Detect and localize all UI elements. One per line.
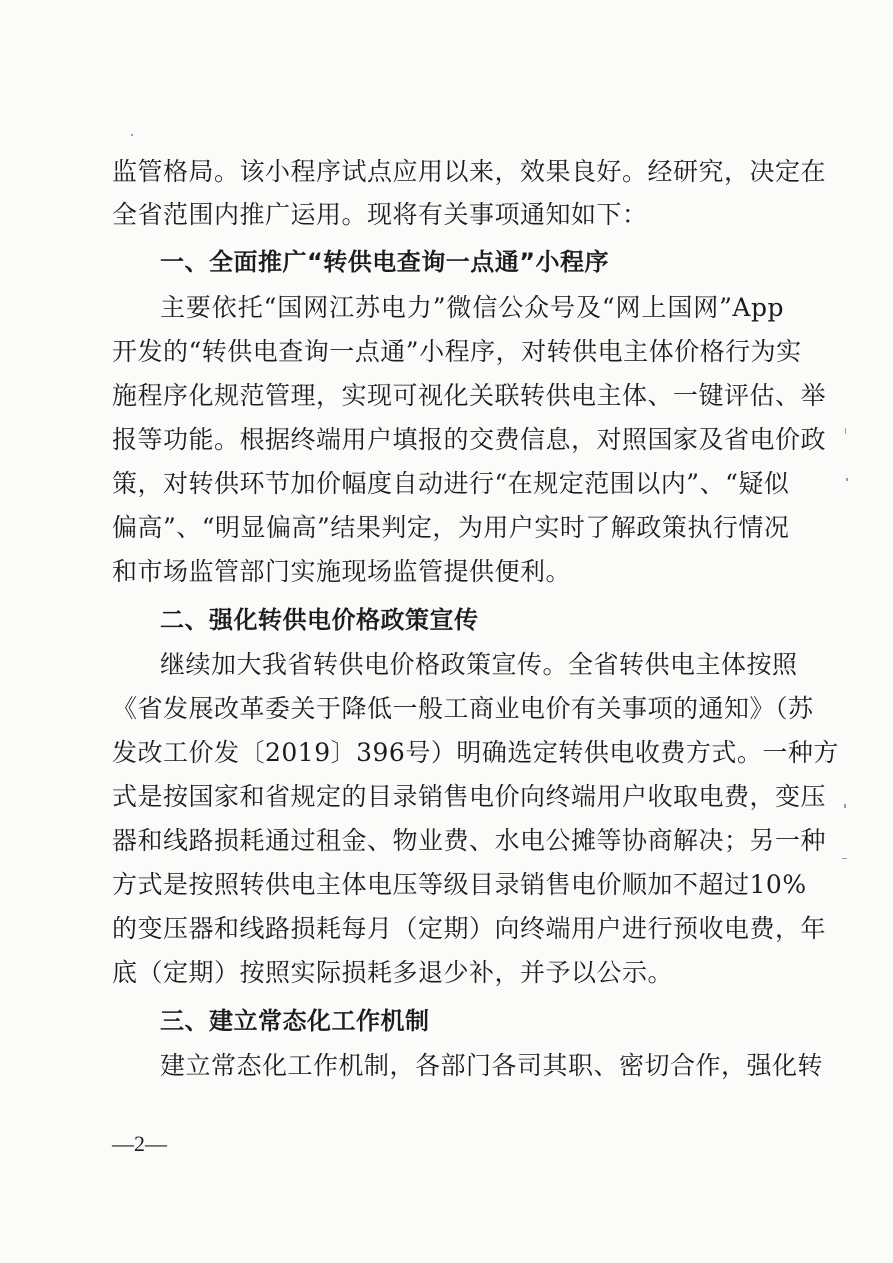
- scan-speck: [131, 134, 133, 136]
- paragraph-line: 和市场监管部门实施现场监管提供便利。: [112, 557, 572, 586]
- paragraph-line: 监管格局。该小程序试点应用以来，效果良好。经研究，决定在: [112, 157, 827, 186]
- paragraph-line: 策，对转供环节加价幅度自动进行“在规定范围以内”、“疑似: [112, 469, 790, 498]
- paragraph-line: 报等功能。根据终端用户填报的交费信息，对照国家及省电价政: [112, 425, 827, 454]
- paragraph-line: 施程序化规范管理，实现可视化关联转供电主体、一键评估、举: [112, 381, 827, 410]
- section-heading-1: 一、全面推广“转供电查询一点通”小程序: [160, 248, 610, 276]
- paragraph-line: 发改工价发〔2019〕396号）明确选定转供电收费方式。一种方: [112, 738, 839, 767]
- scan-speck: [845, 428, 846, 434]
- scan-speck: [842, 858, 847, 859]
- page-number: —2—: [112, 1131, 167, 1156]
- paragraph-line: 开发的“转供电查询一点通”小程序，对转供电主体价格行为实: [112, 337, 802, 366]
- paragraph-line: 全省范围内推广运用。现将有关事项通知如下：: [112, 200, 648, 229]
- paragraph-line: 偏高”、“明显偏高”结果判定，为用户实时了解政策执行情况: [112, 513, 790, 542]
- paragraph-line: 器和线路损耗通过租金、物业费、水电公摊等协商解决；另一种: [112, 826, 827, 855]
- scan-speck: [846, 478, 848, 481]
- section-heading-3: 三、建立常态化工作机制: [160, 1007, 430, 1035]
- paragraph-line: 《省发展改革委关于降低一般工商业电价有关事项的通知》（苏: [112, 694, 814, 723]
- paragraph-line: 方式是按照转供电主体电压等级目录销售电价顺加不超过10%: [112, 870, 807, 899]
- paragraph-line: 继续加大我省转供电价格政策宣传。全省转供电主体按照: [160, 650, 798, 679]
- paragraph-line: 建立常态化工作机制，各部门各司其职、密切合作，强化转: [160, 1051, 824, 1080]
- section-heading-2: 二、强化转供电价格政策宣传: [160, 606, 479, 634]
- paragraph-line: 主要依托“国网江苏电力”微信公众号及“网上国网”App: [160, 293, 784, 322]
- scan-speck: [844, 804, 846, 808]
- paragraph-line: 底（定期）按照实际损耗多退少补，并予以公示。: [112, 958, 674, 987]
- paragraph-line: 式是按国家和省规定的目录销售电价向终端用户收取电费，变压: [112, 782, 827, 811]
- paragraph-line: 的变压器和线路损耗每月（定期）向终端用户进行预收电费，年: [112, 914, 827, 943]
